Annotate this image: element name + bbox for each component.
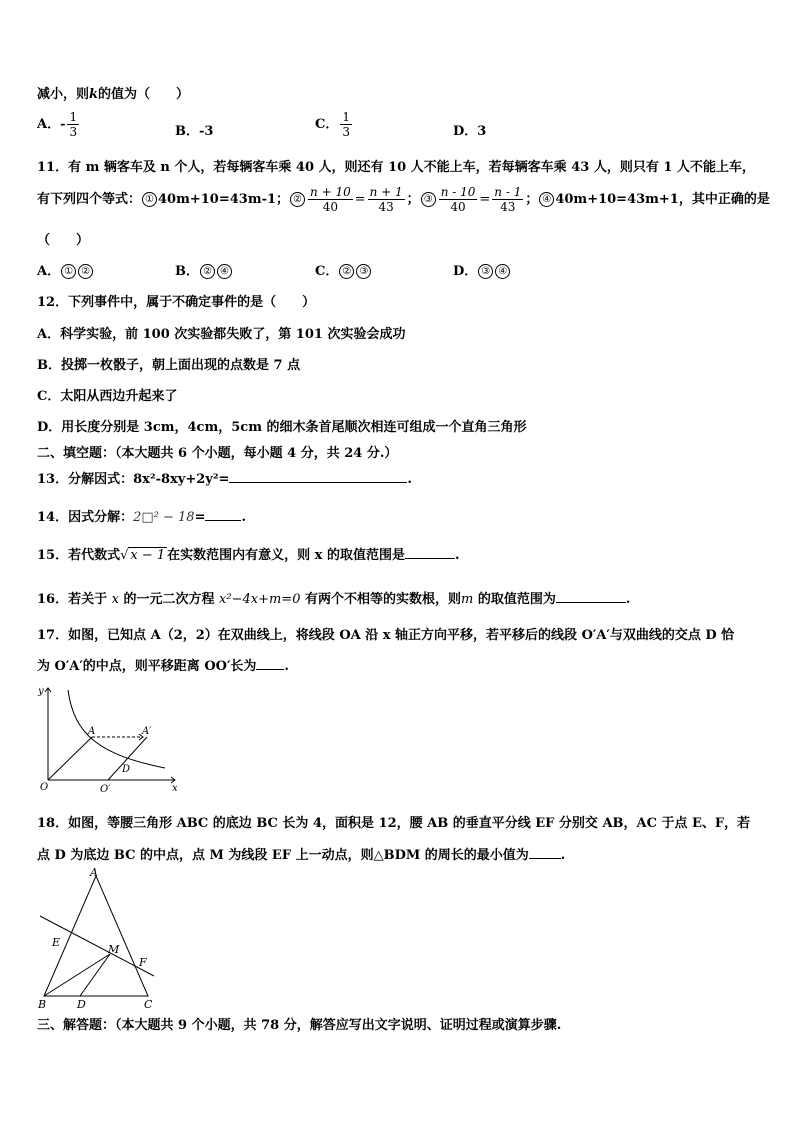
label-d: D xyxy=(122,764,131,775)
label-a-prime: A′ xyxy=(142,726,152,737)
q10-option-a: A．- $\frac{1}{3}$ xyxy=(37,110,78,139)
q16: 16．若关于 x 的一元二次方程 x²−4x+m=0 有两个不相等的实数根，则m 的取值范围为 . xyxy=(37,592,631,607)
q12-option-a: A．科学实验，前 100 次实验都失败了，第 101 次实验会成功 xyxy=(37,327,406,342)
q11-option-a: A． ① ② xyxy=(37,260,94,279)
q11-line3: （ ） xyxy=(37,233,90,248)
q10-option-c: C． $\frac{1}{3}$ xyxy=(315,110,350,139)
label-a: A xyxy=(90,866,98,879)
q13-answer-blank[interactable] xyxy=(229,470,407,483)
q12-option-b: B．投掷一枚骰子，朝上面出现的点数是 7 点 xyxy=(37,358,301,373)
q18-answer-blank[interactable] xyxy=(529,846,561,859)
label-c: C xyxy=(144,998,153,1011)
q12-stem: 12．下列事件中，属于不确定事件的是（ ） xyxy=(37,295,316,310)
q15-answer-blank[interactable] xyxy=(405,546,455,559)
q17-answer-blank[interactable] xyxy=(256,657,284,670)
q10-tail: 减小，则k的值为（ ） xyxy=(37,87,190,102)
q16-answer-blank[interactable] xyxy=(556,590,626,603)
segment-oa xyxy=(48,737,92,780)
label-f: F xyxy=(139,956,147,969)
q14: 14．因式分解：2□² − 18= . xyxy=(37,510,246,525)
q11-line2: 有下列四个等式： ① 40m+10=43m-1； ② $\frac{n + 10}{40}$ = $\frac{n + 1}{43}$ ； ③ $\frac{n - 10}{40}$ = $\frac{n - 1}{43}$ ； ④ 40m+10=43m+1，其中正确的是 xyxy=(37,185,770,214)
q11-option-c: C． ② ③ xyxy=(315,260,372,279)
label-e: E xyxy=(52,936,61,949)
q17-figure xyxy=(30,680,190,795)
segment-dm xyxy=(80,954,110,996)
q15: 15．若代数式√ x − 1 在实数范围内有意义，则 x 的取值范围是 . xyxy=(37,548,460,563)
q17-line1: 17．如图，已知点 A（2，2）在双曲线上，将线段 OA 沿 x 轴正方向平移，若平移后的线段 O′A′与双曲线的交点 D 恰 xyxy=(37,628,735,643)
segment-bm xyxy=(44,954,110,996)
section-2-heading: 二、填空题：（本大题共 6 个小题，每小题 4 分，共 24 分.） xyxy=(37,446,398,461)
q17-line2: 为 O′A′的中点，则平移距离 OO′长为 . xyxy=(37,659,289,674)
section-3-heading: 三、解答题：（本大题共 9 个小题，共 78 分，解答应写出文字说明、证明过程或演算步骤. xyxy=(37,1018,562,1033)
q12-option-d: D．用长度分别是 3cm，4cm，5cm 的细木条首尾顺次相连可组成一个直角三角形 xyxy=(37,420,527,435)
label-a: A xyxy=(88,726,96,737)
label-b: B xyxy=(38,998,47,1011)
label-x: x xyxy=(172,783,178,794)
q11-option-d: D． ③ ④ xyxy=(453,260,511,279)
q13: 13．分解因式：8x²-8xy+2y²= . xyxy=(37,472,412,487)
label-o: O xyxy=(40,782,49,793)
q11-option-b: B． ② ④ xyxy=(175,260,233,279)
q10-option-d: D．3 xyxy=(453,124,487,139)
q18-line2: 点 D 为底边 BC 的中点，点 M 为线段 EF 上一动点，则△BDM 的周长的最小值为 . xyxy=(37,848,566,863)
q10-option-b: B．-3 xyxy=(175,124,214,139)
q18-figure xyxy=(32,866,172,1014)
q14-answer-blank[interactable] xyxy=(205,508,241,521)
label-o-prime: O′ xyxy=(100,784,111,795)
q18-line1: 18．如图，等腰三角形 ABC 的底边 BC 长为 4，面积是 12，腰 AB 的垂直平分线 EF 分别交 AB，AC 于点 E、F，若 xyxy=(37,816,751,831)
q11-line1: 11．有 m 辆客车及 n 个人，若每辆客车乘 40 人，则还有 10 人不能上车，若每辆客车乘 43 人，则只有 1 人不能上车， xyxy=(37,160,755,175)
q12-option-c: C．太阳从西边升起来了 xyxy=(37,389,178,404)
label-y: y xyxy=(38,686,44,697)
label-d: D xyxy=(77,998,86,1011)
label-m: M xyxy=(108,943,120,956)
